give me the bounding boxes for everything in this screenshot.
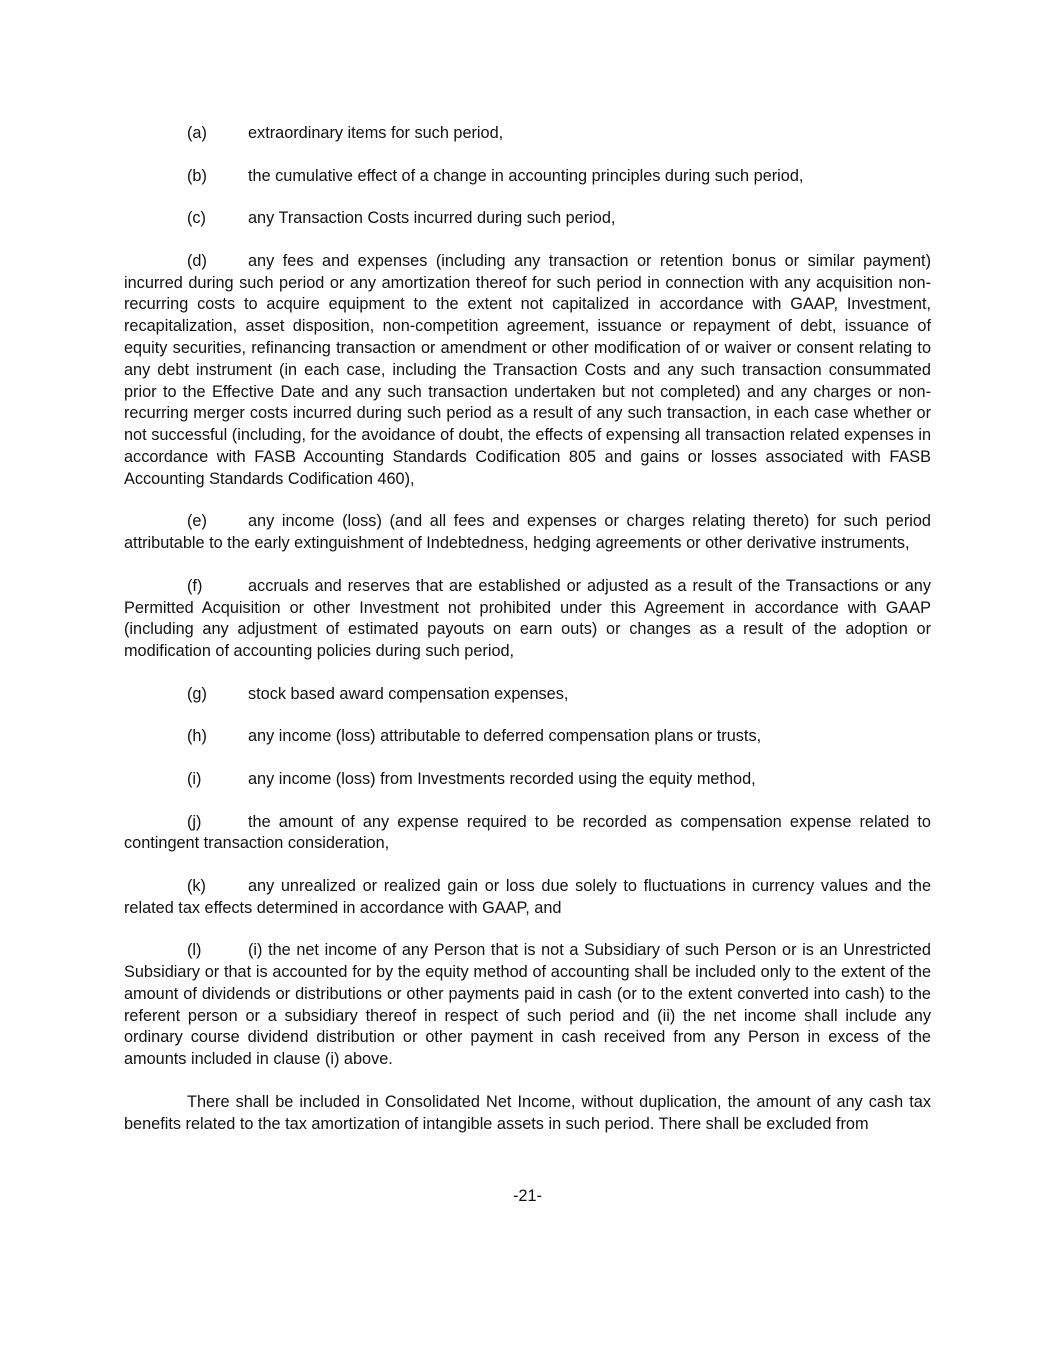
document-body xyxy=(124,123,931,1135)
clause-text: any income (loss) attributable to deferred compensation plans or trusts, xyxy=(248,727,762,746)
clause-label: (i) xyxy=(187,769,202,788)
clause-label: (k) xyxy=(187,876,206,895)
clause-k xyxy=(124,876,931,920)
clause-text: accruals and reserves that are established or adjusted as a result of the Transactions or any Permitted Acquisition or other Investment not prohibited under this Agreement in accordance with GAAP (including any adjustment of estimated payouts on earn outs) or changes as a result of the adoption or modification of accounting policies during such period, xyxy=(124,576,931,661)
clause-text: any Transaction Costs incurred during such period, xyxy=(248,209,616,228)
clause-j xyxy=(124,812,931,856)
clause-text: the cumulative effect of a change in accounting principles during such period, xyxy=(248,166,804,185)
clause-label: (c) xyxy=(187,209,206,228)
closing-paragraph: There shall be included in Consolidated Net Income, without duplication, the amount of any cash tax benefits related to the tax amortization of intangible assets in such period. There shall be excluded from xyxy=(124,1092,931,1133)
clause-label: (j) xyxy=(187,812,202,831)
clause-label: (a) xyxy=(187,124,207,142)
clause-label: (g) xyxy=(187,684,207,703)
clause-f xyxy=(124,576,931,663)
clause-text: any unrealized or realized gain or loss due solely to fluctuations in currency values and the related tax effects determined in accordance with GAAP, and xyxy=(124,876,931,917)
clause-l xyxy=(124,940,931,1071)
clause-text: stock based award compensation expenses, xyxy=(248,684,569,703)
clause-e xyxy=(124,511,931,555)
clause-b xyxy=(124,166,931,188)
clause-label: (e) xyxy=(187,512,207,531)
clause-label: (d) xyxy=(187,251,207,270)
clause-text: the amount of any expense required to be recorded as compensation expense related to contingent transaction consideration, xyxy=(124,812,931,853)
clause-text: any income (loss) from Investments recorded using the equity method, xyxy=(248,769,756,788)
clause-h xyxy=(124,726,931,748)
page-number: -21- xyxy=(513,1187,542,1205)
clause-text: extraordinary items for such period, xyxy=(248,124,504,142)
clause-label: (l) xyxy=(187,941,202,960)
clause-label: (b) xyxy=(187,166,207,185)
clause-c xyxy=(124,208,931,230)
clause-text: any income (loss) (and all fees and expenses or charges relating thereto) for such period attributable to the early extinguishment of Indebtedness, hedging agreements or other derivative instruments, xyxy=(124,512,931,553)
clause-text: (i) the net income of any Person that is not a Subsidiary of such Person or is an Unrestricted Subsidiary or that is accounted for by the equity method of accounting shall be included only to the extent of the amount of dividends or distributions or other payments paid in cash (or to the extent converted into cash) to the referent person or a subsidiary thereof in respect of such period and (ii) the net income shall include any ordinary course dividend distribution or other payment in cash received from any Person in excess of the amounts included in clause (i) above. xyxy=(124,941,931,1069)
clause-text: any fees and expenses (including any transaction or retention bonus or similar payment) incurred during such period or any amortization thereof for such period in connection with any acquisition non-recurring costs to acquire equipment to the extent not capitalized in accordance with GAAP, Investment, recapitalization, asset disposition, non-competition agreement, issuance or repayment of debt, issuance of equity securities, refinancing transaction or amendment or other modification of or waiver or consent relating to any debt instrument (in each case, including the Transaction Costs and any such transaction consummated prior to the Effective Date and any such transaction undertaken but not completed) and any charges or non-recurring merger costs incurred during such period as a result of any such transaction, in each case whether or not successful (including, for the avoidance of doubt, the effects of expensing all transaction related expenses in accordance with FASB Accounting Standards Codification 805 and gains or losses associated with FASB Accounting Standards Codification 460), xyxy=(124,251,931,488)
clause-label: (f) xyxy=(187,576,203,595)
clause-g xyxy=(124,684,931,706)
clause-i xyxy=(124,769,931,791)
clause-a xyxy=(124,123,931,145)
clause-label: (h) xyxy=(187,727,207,746)
clause-d xyxy=(124,251,931,491)
